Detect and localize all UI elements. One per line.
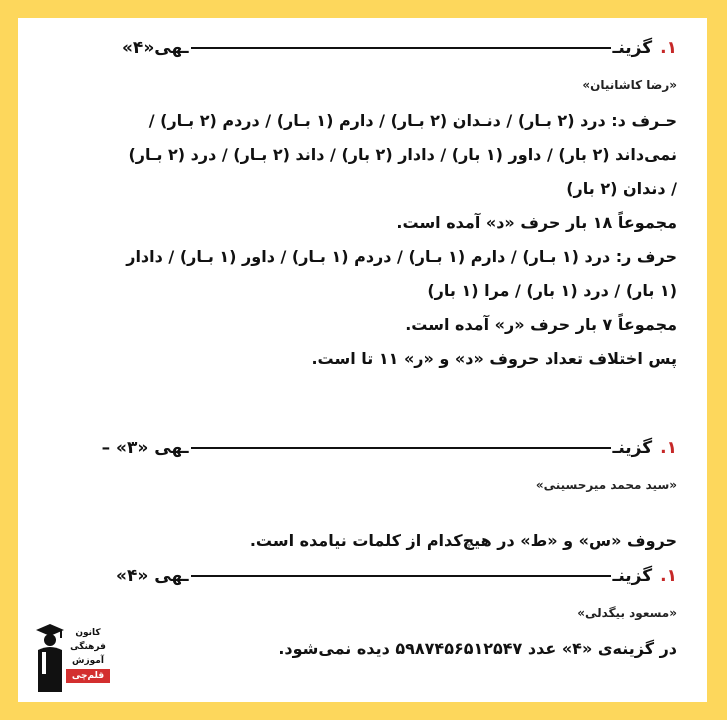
- logo-line: فرهنگی: [70, 642, 106, 652]
- kanoon-logo: [32, 622, 110, 698]
- q3-option-rule: [191, 575, 611, 577]
- q1-line: (۱ بار) / درد (۱ بار) / مرا (۱ بار): [427, 281, 677, 300]
- answer-page: [18, 18, 707, 702]
- logo-line: کانون: [75, 628, 101, 638]
- q1-line: مجموعاً ۱۸ بار حرف «د» آمده است.: [396, 213, 677, 232]
- q2-option-rule: [191, 447, 611, 449]
- q3-line: در گزینه‌ی «۴» عدد ۵۹۸۷۴۵۶۵۱۲۵۴۷ دیده نمی‌شود.: [278, 639, 677, 658]
- q3-number: ۱.: [660, 566, 677, 586]
- q1-line: / دندان (۲ بار): [566, 179, 677, 198]
- q3-option-start: گزینـ: [612, 566, 653, 586]
- q1-option-rule: [191, 47, 611, 49]
- q2-author: «سید محمد میرحسینی»: [535, 478, 677, 492]
- q2-line: حروف «س» و «ط» در هیچ‌کدام از کلمات نیامده است.: [249, 531, 677, 550]
- q1-option-end: ـهی«۴»: [121, 38, 189, 58]
- q3-explanation: [74, 632, 677, 666]
- q1-line: نمی‌داند (۲ بار) / داور (۱ بار) / دادار (۲ بار) / داند (۲ بـار) / درد (۲ بـار): [128, 145, 677, 164]
- q1-line: حـرف د: درد (۲ بـار) / دنـدان (۲ بـار) / دارم (۱ بـار) / دردم (۲ بـار) /: [148, 111, 677, 130]
- logo-line: آموزش: [72, 656, 104, 666]
- q1-explanation: [74, 104, 677, 376]
- q1-option-start: گزینـ: [612, 38, 653, 58]
- logo-text: [66, 626, 110, 683]
- q1-author: «رضا کاشانیان»: [582, 78, 677, 92]
- q3-option-end: ـهی «۴»: [116, 566, 189, 586]
- q1-line: مجموعاً ۷ بار حرف «ر» آمده است.: [405, 315, 677, 334]
- q3-author: «مسعود بیگدلی»: [577, 606, 677, 620]
- q1-line: پس اختلاف تعداد حروف «د» و «ر» ۱۱ تا است.: [311, 349, 677, 368]
- q2-option-header: [74, 434, 677, 462]
- q2-option-end: ـهی «۳» –: [101, 438, 189, 458]
- q2-number: ۱.: [660, 438, 677, 458]
- q1-line: حرف ر: درد (۱ بـار) / دارم (۱ بـار) / دردم (۱ بـار) / داور (۱ بـار) / دادار: [126, 247, 677, 266]
- q2-option-start: گزینـ: [612, 438, 653, 458]
- q2-explanation: [74, 524, 677, 558]
- answer-content: [74, 34, 677, 666]
- q3-option-header: [74, 562, 677, 590]
- q1-number: ۱.: [660, 38, 677, 58]
- q1-option-header: [74, 34, 677, 62]
- logo-line: قلم‌چی: [66, 669, 110, 683]
